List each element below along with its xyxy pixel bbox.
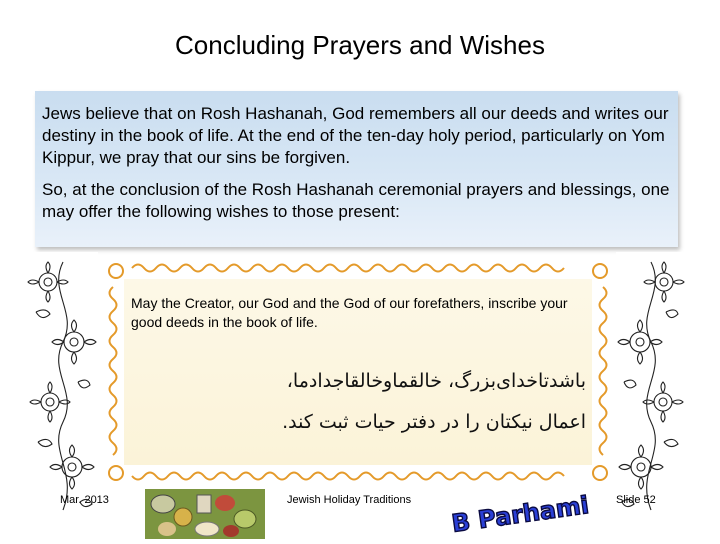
floral-right-icon: [616, 252, 686, 520]
footer-date: Mar. 2013: [60, 494, 109, 506]
blessing-english: May the Creator, our God and the God of our forefathers, inscribe your good deeds in the book of life.: [131, 295, 568, 330]
intro-text-box: [35, 91, 678, 247]
slide-title: Concluding Prayers and Wishes: [175, 30, 545, 60]
blessing-persian-line-1: باشدتاخدای‌بزرگ، خالقماوخالقاجدادما،: [286, 370, 586, 392]
author-logo: [449, 486, 591, 538]
footer-title: Jewish Holiday Traditions: [287, 494, 412, 506]
blessing-persian-line-2: اعمال نیکتان را در دفتر حیات ثبت کند.: [282, 411, 586, 433]
slide-number: Slide 52: [616, 494, 656, 506]
bparhami-logo-icon: [449, 486, 591, 538]
floral-ornament-left: [28, 252, 98, 520]
holiday-symbols-icon: [145, 489, 265, 539]
floral-left-icon: [28, 252, 98, 520]
floral-ornament-right: [616, 252, 686, 520]
holiday-symbols-image: [145, 489, 265, 539]
intro-paragraph-1: Jews believe that on Rosh Hashanah, God remembers all our deeds and writes our destiny in the book of life. At the end of the ten-day holy period, particularly on Yom Kippur, we pray that our sins be forgiven.: [42, 104, 669, 167]
intro-paragraph-2: So, at the conclusion of the Rosh Hashanah ceremonial prayers and blessings, one may offer the following wishes to those present:: [42, 180, 670, 221]
logo-text: B Parhami: [449, 490, 591, 538]
